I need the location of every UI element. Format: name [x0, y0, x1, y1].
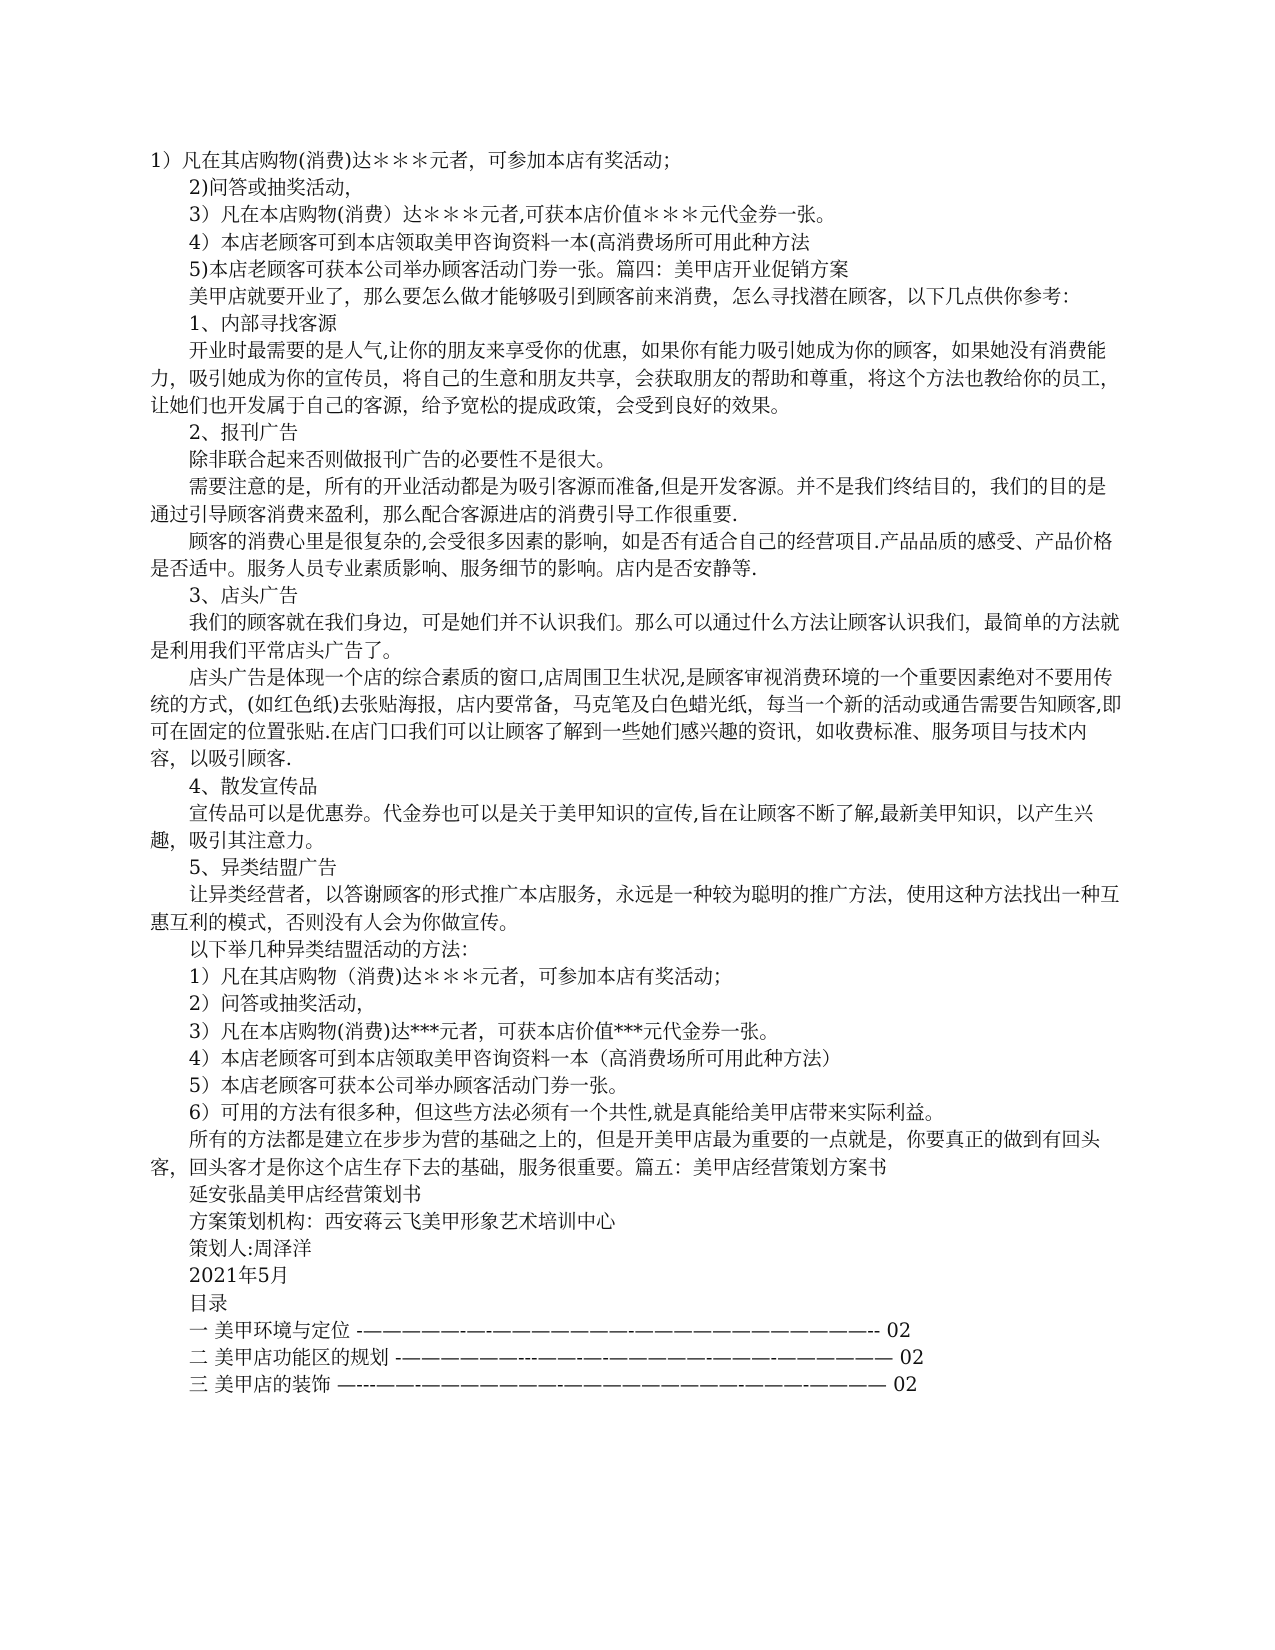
toc-number: 一 — [188, 1318, 209, 1342]
toc-entry — [150, 1344, 1125, 1371]
toc-leader: —---——-———————-—————————-———-———— — [336, 1373, 894, 1397]
paragraph: 以下举几种异类结盟活动的方法： — [188, 937, 480, 961]
plan-organization: 方案策划机构：西安蒋云飞美甲形象艺术培训中心 — [188, 1209, 616, 1233]
paragraph: 店头广告是体现一个店的综合素质的窗口,店周围卫生状况,是顾客审视消费环境的一个重要因素绝对不要用传统的方式，(如红色纸)去张贴海报，店内要常备，马克笔及白色蜡光纸，每当一个新的活动或通告需要告知顾客,即可在固定的位置张贴.在店门口我们可以让顾客了解到一些她们感兴趣的资讯，如收费标准、服务项目与技术内容，以吸引顾客. — [150, 665, 1122, 771]
plan-date: 2021年5月 — [188, 1264, 290, 1288]
toc-entry — [150, 1317, 1125, 1344]
list-item: 4）本店老顾客可到本店领取美甲咨询资料一本（高消费场所可用此种方法） — [188, 1046, 842, 1070]
section-heading: 4、散发宣传品 — [188, 774, 318, 798]
paragraph: 美甲店就要开业了，那么要怎么做才能够吸引到顾客前来消费，怎么寻找潜在顾客，以下几点供你参考： — [188, 285, 1081, 309]
paragraph: 4）本店老顾客可到本店领取美甲咨询资料一本(高消费场所可用此种方法 — [188, 230, 810, 254]
paragraph: 开业时最需要的是人气,让你的朋友来享受你的优惠，如果你有能力吸引她成为你的顾客，如果她没有消费能力，吸引她成为你的宣传员，将自己的生意和朋友共享，会获取朋友的帮助和尊重，将这个方法也教给你的员工，让她们也开发属于自己的客源，给予宽松的提成政策，会受到良好的效果。 — [150, 339, 1120, 417]
paragraph: 2)问答或抽奖活动， — [188, 176, 364, 200]
paragraph: 顾客的消费心里是很复杂的,会受很多因素的影响，如是否有适合自己的经营项目.产品品质的感受、产品价格是否适中。服务人员专业素质影响、服务细节的影响。店内是否安静等. — [150, 529, 1113, 581]
paragraph: 5)本店老顾客可获本公司举办顾客活动门券一张。篇四：美甲店开业促销方案 — [188, 257, 849, 281]
paragraph: 所有的方法都是建立在步步为营的基础之上的，但是开美甲店最为重要的一点就是，你要真正的做到有回头客，回头客才是你这个店生存下去的基础，服务很重要。篇五：美甲店经营策划方案书 — [150, 1128, 1101, 1179]
paragraph: 宣传品可以是优惠券。代金券也可以是关于美甲知识的宣传,旨在让顾客不断了解,最新美甲知识，以产生兴趣，吸引其注意力。 — [150, 801, 1094, 853]
toc-page-number: 02 — [893, 1373, 918, 1397]
toc-title: 美甲店功能区的规划 — [214, 1345, 389, 1369]
document-body — [150, 147, 1125, 1398]
toc-heading: 目录 — [188, 1291, 228, 1315]
list-item: 2）问答或抽奖活动， — [188, 992, 376, 1016]
paragraph: 我们的顾客就在我们身边，可是她们并不认识我们。那么可以通过什么方法让顾客认识我们，最简单的方法就是利用我们平常店头广告了。 — [150, 611, 1120, 662]
list-item: 5）本店老顾客可获本公司举办顾客活动门券一张。 — [188, 1073, 628, 1097]
toc-title: 美甲店的装饰 — [214, 1373, 331, 1397]
section-heading: 1、内部寻找客源 — [188, 312, 337, 336]
paragraph: 让异类经营者，以答谢顾客的形式推广本店服务，永远是一种较为聪明的推广方法，使用这种方法找出一种互惠互利的模式，否则没有人会为你做宣传。 — [150, 883, 1120, 934]
list-item: 6）可用的方法有很多种，但这些方法必须有一个共性,就是真能给美甲店带来实际利益。 — [188, 1101, 945, 1125]
paragraph: 需要注意的是，所有的开业活动都是为吸引客源而准备,但是开发客源。并不是我们终结目的，我们的目的是通过引导顾客消费来盈利，那么配合客源进店的消费引导工作很重要. — [150, 475, 1107, 526]
section-heading: 3、店头广告 — [188, 584, 299, 608]
toc-leader: -—————-—-———————-————————————-- — [356, 1318, 887, 1342]
paragraph: 除非联合起来否则做报刊广告的必要性不是很大。 — [188, 448, 616, 472]
paragraph: 1）凡在其店购物(消费)达＊＊＊元者，可参加本店有奖活动； — [150, 149, 682, 172]
section-heading: 2、报刊广告 — [188, 421, 299, 445]
plan-title: 延安张晶美甲店经营策划书 — [188, 1182, 422, 1206]
toc-number: 二 — [188, 1345, 209, 1369]
section-heading: 5、异类结盟广告 — [188, 856, 337, 880]
toc-entry — [150, 1371, 1125, 1398]
plan-author: 策划人:周泽洋 — [188, 1237, 312, 1261]
toc-page-number: 02 — [899, 1345, 925, 1369]
list-item: 3）凡在本店购物(消费)达***元者，可获本店价值***元代金券一张。 — [188, 1019, 779, 1043]
paragraph: 3）凡在本店购物(消费）达＊＊＊元者,可获本店价值＊＊＊元代金券一张。 — [188, 203, 836, 227]
toc-leader: -——————---——-—-—————-———-—————— — [395, 1345, 900, 1369]
toc-title: 美甲环境与定位 — [214, 1318, 351, 1342]
list-item: 1）凡在其店购物（消费)达＊＊＊元者，可参加本店有奖活动； — [188, 965, 733, 989]
toc-number: 三 — [188, 1373, 209, 1397]
toc-page-number: 02 — [886, 1318, 912, 1342]
